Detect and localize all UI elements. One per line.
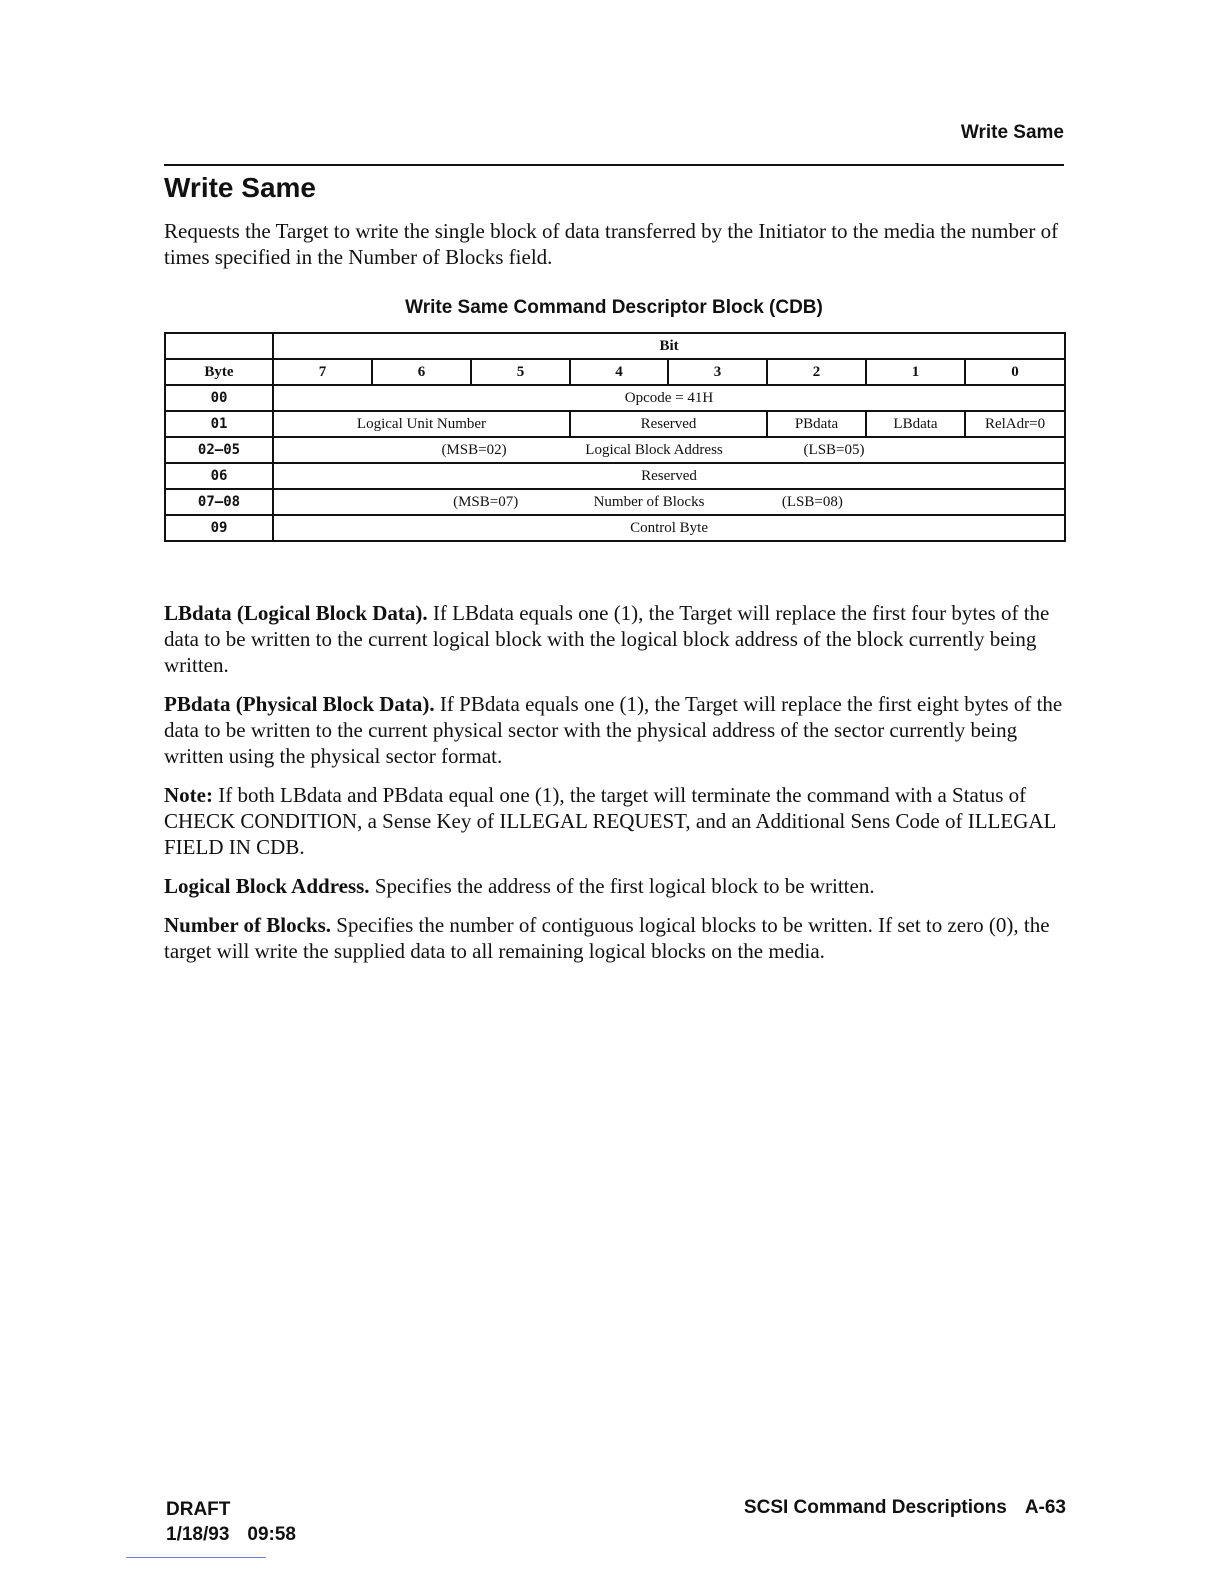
paragraph-term: LBdata (Logical Block Data).	[164, 601, 428, 625]
paragraph-term: PBdata (Physical Block Data).	[164, 692, 435, 716]
paragraph-term: Logical Block Address.	[164, 874, 370, 898]
byte-number: 07—08	[165, 489, 273, 515]
draft-label: DRAFT	[166, 1499, 231, 1520]
paragraph-text: Specifies the number of contiguous logical blocks to be written. If set to zero (0), the target will write the supplied data to all remaining logical blocks on the media.	[164, 913, 1050, 963]
footer-right	[744, 1497, 1066, 1519]
paragraph-text: If both LBdata and PBdata equal one (1), the target will terminate the command with a Status of CHECK CONDITION, a Sense Key of ILLEGAL REQUEST, and an Additional Sens Code of ILLEGAL FIELD IN CDB.	[164, 783, 1056, 859]
pbdata-field: PBdata	[767, 411, 866, 437]
lbdata-field: LBdata	[866, 411, 965, 437]
footer-date: 1/18/93	[166, 1524, 230, 1545]
bit-number: 4	[570, 359, 668, 385]
header-rule	[164, 164, 1064, 166]
intro-paragraph: Requests the Target to write the single block of data transferred by the Initiator to the media the number of times specified in the Number of Blocks field.	[164, 219, 1059, 269]
byte-header: Byte	[165, 359, 273, 385]
byte-number: 06	[165, 463, 273, 489]
section-title: Write Same	[164, 172, 316, 203]
note-paragraph	[164, 782, 1064, 860]
paragraph-text: If LBdata equals one (1), the Target will replace the first four bytes of the data to be written to the current logical block with the logical block address of the block currently being written.	[164, 601, 1050, 677]
bit-number: 5	[471, 359, 570, 385]
msb-label: (MSB=02)	[441, 441, 507, 458]
msb-label: (MSB=07)	[453, 493, 519, 510]
lba-paragraph	[164, 873, 1064, 899]
reserved-field: Reserved	[570, 411, 767, 437]
bit-number: 3	[668, 359, 767, 385]
footer-left	[166, 1497, 296, 1547]
table-row	[165, 463, 1065, 489]
opcode-field: Opcode = 41H	[273, 385, 1065, 411]
bit-header: Bit	[273, 333, 1065, 359]
table-row	[165, 333, 1065, 359]
paragraph-text: If PBdata equals one (1), the Target will replace the first eight bytes of the data to be written to the current physical sector with the physical address of the sector currently being written using the physical sector format.	[164, 692, 1063, 768]
scan-mark	[126, 1557, 266, 1558]
field-name: Number of Blocks	[593, 493, 705, 510]
lbdata-paragraph	[164, 600, 1064, 678]
field-name: Logical Block Address	[585, 441, 723, 458]
pbdata-paragraph	[164, 691, 1064, 769]
byte-number: 09	[165, 515, 273, 541]
reladr-field: RelAdr=0	[965, 411, 1065, 437]
lsb-label: (LSB=08)	[781, 493, 843, 510]
paragraph-term: Number of Blocks.	[164, 913, 332, 937]
footer-time: 09:58	[247, 1524, 297, 1545]
running-header: Write Same	[960, 122, 1064, 143]
footer-datetime	[166, 1522, 296, 1547]
table-row	[165, 437, 1065, 463]
nob-field	[273, 489, 1065, 515]
byte-number: 02—05	[165, 437, 273, 463]
bit-number: 0	[965, 359, 1065, 385]
cdb-table	[164, 332, 1066, 542]
bit-number: 2	[767, 359, 866, 385]
table-caption: Write Same Command Descriptor Block (CDB)	[405, 297, 823, 318]
lba-field	[273, 437, 1065, 463]
chapter-title: SCSI Command Descriptions	[743, 1497, 1007, 1518]
bit-number: 1	[866, 359, 965, 385]
table-row	[165, 489, 1065, 515]
lun-field: Logical Unit Number	[273, 411, 570, 437]
nob-paragraph	[164, 912, 1064, 964]
table-row	[165, 515, 1065, 541]
byte-number: 01	[165, 411, 273, 437]
table-row	[165, 385, 1065, 411]
table-row	[165, 359, 1065, 385]
control-byte-field: Control Byte	[273, 515, 1065, 541]
page-number: A-63	[1024, 1497, 1066, 1518]
body-text	[164, 600, 1064, 977]
lsb-label: (LSB=05)	[803, 441, 865, 458]
table-row	[165, 411, 1065, 437]
paragraph-term: Note:	[164, 783, 213, 807]
paragraph-text: Specifies the address of the first logical block to be written.	[374, 874, 875, 898]
byte-number: 00	[165, 385, 273, 411]
reserved-field: Reserved	[273, 463, 1065, 489]
bit-number: 7	[273, 359, 372, 385]
empty-cell	[165, 333, 273, 359]
bit-number: 6	[372, 359, 471, 385]
